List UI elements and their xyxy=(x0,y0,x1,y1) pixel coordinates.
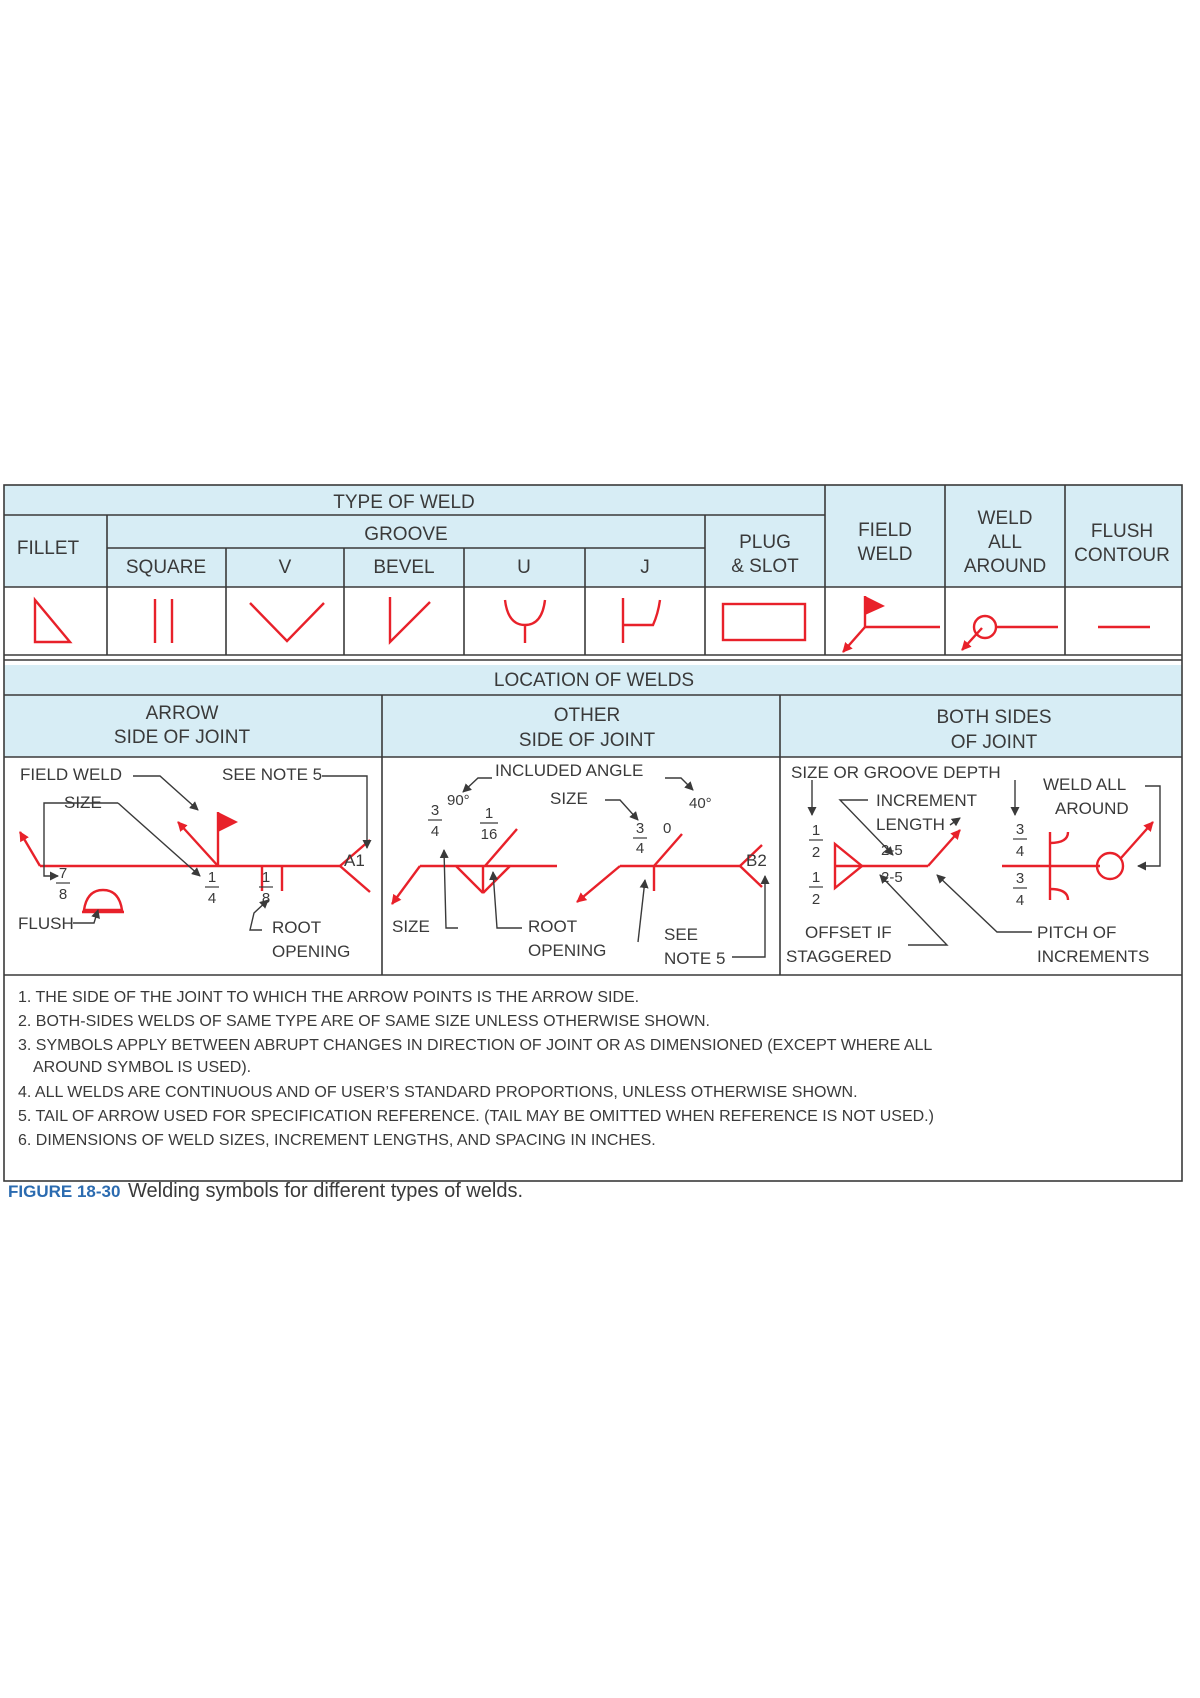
fraction-1-16-den: 16 xyxy=(480,826,498,843)
other-root-label: ROOT xyxy=(528,917,578,936)
see-note-5-label: SEE NOTE 5 xyxy=(222,765,323,784)
both-sides-header-line2: OF JOINT xyxy=(950,732,1038,753)
included-angle-label: INCLUDED ANGLE xyxy=(495,761,644,780)
arrow-side-header-line1: ARROW xyxy=(145,703,219,724)
increments-label: INCREMENTS xyxy=(1037,947,1150,966)
arrow-side-header-line2: SIDE OF JOINT xyxy=(113,727,251,748)
v-header: V xyxy=(278,557,292,578)
length-label: LENGTH xyxy=(876,815,945,834)
weld-all-around-header-line3: AROUND xyxy=(963,556,1047,577)
note-5: 5. TAIL OF ARROW USED FOR SPECIFICATION REFERENCE. (TAIL MAY BE OMITTED WHEN REFERENCE IS NOT USED.) xyxy=(18,1108,934,1125)
flush-label: FLUSH xyxy=(18,914,74,933)
plug-header-line2: & SLOT xyxy=(731,556,799,577)
note-6: 6. DIMENSIONS OF WELD SIZES, INCREMENT LENGTHS, AND SPACING IN INCHES. xyxy=(18,1132,656,1149)
fraction-1-8-num: 1 xyxy=(261,869,271,886)
weld-all-around-symbol xyxy=(962,616,1058,650)
pitch-of-label: PITCH OF xyxy=(1037,923,1117,942)
v-symbol xyxy=(250,603,324,641)
fraction-1-16-num: 1 xyxy=(484,805,494,822)
see-label: SEE xyxy=(664,925,699,944)
fraction-1-2-b-num: 1 xyxy=(811,869,821,886)
field-weld-header-line1: FIELD xyxy=(858,520,912,541)
field-weld-symbol xyxy=(843,596,940,652)
j-symbol xyxy=(623,598,660,643)
field-weld-header-line2: WELD xyxy=(857,544,913,565)
flush-contour-header-line1: FLUSH xyxy=(1090,521,1154,542)
notes-list xyxy=(18,989,934,1149)
fraction-1-8-den: 8 xyxy=(261,890,271,907)
root-label: ROOT xyxy=(272,918,322,937)
plug-header-line1: PLUG xyxy=(739,532,791,553)
bevel-header: BEVEL xyxy=(373,557,435,578)
note-4: 4. ALL WELDS ARE CONTINUOUS AND OF USER’S STANDARD PROPORTIONS, UNLESS OTHERWISE SHOWN. xyxy=(18,1084,858,1101)
arrow-side-diagram xyxy=(18,765,370,961)
other-size-bottom-label: SIZE xyxy=(392,917,430,936)
u-symbol xyxy=(505,600,545,643)
fraction-3-4-b-den: 4 xyxy=(635,840,645,857)
square-header: SQUARE xyxy=(125,557,207,578)
other-side-diagram xyxy=(392,761,767,968)
zero-label: 0 xyxy=(663,820,672,837)
angle-40-label: 40° xyxy=(689,795,712,812)
pitch-bottom-label: 2-5 xyxy=(881,869,903,886)
fraction-3-4-b-num: 3 xyxy=(635,820,645,837)
fraction-3-4-d-den: 4 xyxy=(1015,892,1025,909)
u-header: U xyxy=(517,557,531,578)
fraction-3-4-c-num: 3 xyxy=(1015,821,1025,838)
fraction-1-4-num: 1 xyxy=(207,869,217,886)
type-of-weld-title: TYPE OF WELD xyxy=(333,492,475,513)
figure-caption xyxy=(8,1180,523,1202)
fraction-3-4-a-den: 4 xyxy=(430,823,440,840)
opening-label: OPENING xyxy=(272,942,351,961)
note-1: 1. THE SIDE OF THE JOINT TO WHICH THE ARROW POINTS IS THE ARROW SIDE. xyxy=(18,989,640,1006)
fraction-7-8-num: 7 xyxy=(58,865,68,882)
fraction-1-2-a-den: 2 xyxy=(811,844,821,861)
weld-all-around-header-line1: WELD xyxy=(977,508,1033,529)
location-title: LOCATION OF WELDS xyxy=(493,670,695,691)
fraction-7-8-den: 8 xyxy=(58,886,68,903)
groove-header: GROOVE xyxy=(364,524,448,545)
both-sides-header-line1: BOTH SIDES xyxy=(936,707,1052,728)
pitch-top-label: 2-5 xyxy=(881,842,903,859)
weld-type-symbols xyxy=(35,596,1150,652)
square-symbol xyxy=(155,599,172,643)
fillet-header: FILLET xyxy=(16,538,80,559)
field-weld-label: FIELD WELD xyxy=(20,765,123,784)
other-size-label: SIZE xyxy=(550,789,588,808)
note-3-continued: AROUND SYMBOL IS USED). xyxy=(33,1059,252,1076)
fraction-1-4-den: 4 xyxy=(207,890,217,907)
note-5-label: NOTE 5 xyxy=(664,949,726,968)
other-opening-label: OPENING xyxy=(528,941,607,960)
size-label: SIZE xyxy=(64,793,102,812)
other-side-header-line1: OTHER xyxy=(553,705,621,726)
angle-90-label: 90° xyxy=(447,792,470,809)
bevel-symbol xyxy=(390,597,430,642)
fraction-3-4-d-num: 3 xyxy=(1015,870,1025,887)
plug-slot-symbol xyxy=(723,604,805,640)
note-2: 2. BOTH-SIDES WELDS OF SAME TYPE ARE OF SAME SIZE UNLESS OTHERWISE SHOWN. xyxy=(18,1013,710,1030)
note-3: 3. SYMBOLS APPLY BETWEEN ABRUPT CHANGES IN DIRECTION OF JOINT OR AS DIMENSIONED (EXCEPT WHERE ALL xyxy=(18,1037,933,1054)
flush-contour-header-line2: CONTOUR xyxy=(1074,545,1170,566)
fillet-symbol xyxy=(35,600,70,642)
a1-label: A1 xyxy=(344,851,365,870)
fraction-1-2-b-den: 2 xyxy=(811,891,821,908)
offset-if-label: OFFSET IF xyxy=(805,923,892,942)
j-header: J xyxy=(640,557,650,578)
around-label: AROUND xyxy=(1055,799,1129,818)
staggered-label: STAGGERED xyxy=(786,947,892,966)
weld-all-label: WELD ALL xyxy=(1043,775,1127,794)
both-sides-diagram xyxy=(786,763,1160,966)
fraction-1-2-a-num: 1 xyxy=(811,822,821,839)
fraction-3-4-c-den: 4 xyxy=(1015,843,1025,860)
increment-label: INCREMENT xyxy=(876,791,978,810)
caption-text: Welding symbols for different types of welds. xyxy=(128,1180,523,1202)
b2-label: B2 xyxy=(746,851,767,870)
other-side-header-line2: SIDE OF JOINT xyxy=(518,730,656,751)
weld-all-around-header-line2: ALL xyxy=(988,532,1022,553)
size-or-groove-depth-label: SIZE OR GROOVE DEPTH xyxy=(791,763,1001,782)
figure-number: FIGURE 18-30 xyxy=(8,1182,121,1201)
table-grid xyxy=(4,485,1182,1181)
fraction-3-4-a-num: 3 xyxy=(430,802,440,819)
